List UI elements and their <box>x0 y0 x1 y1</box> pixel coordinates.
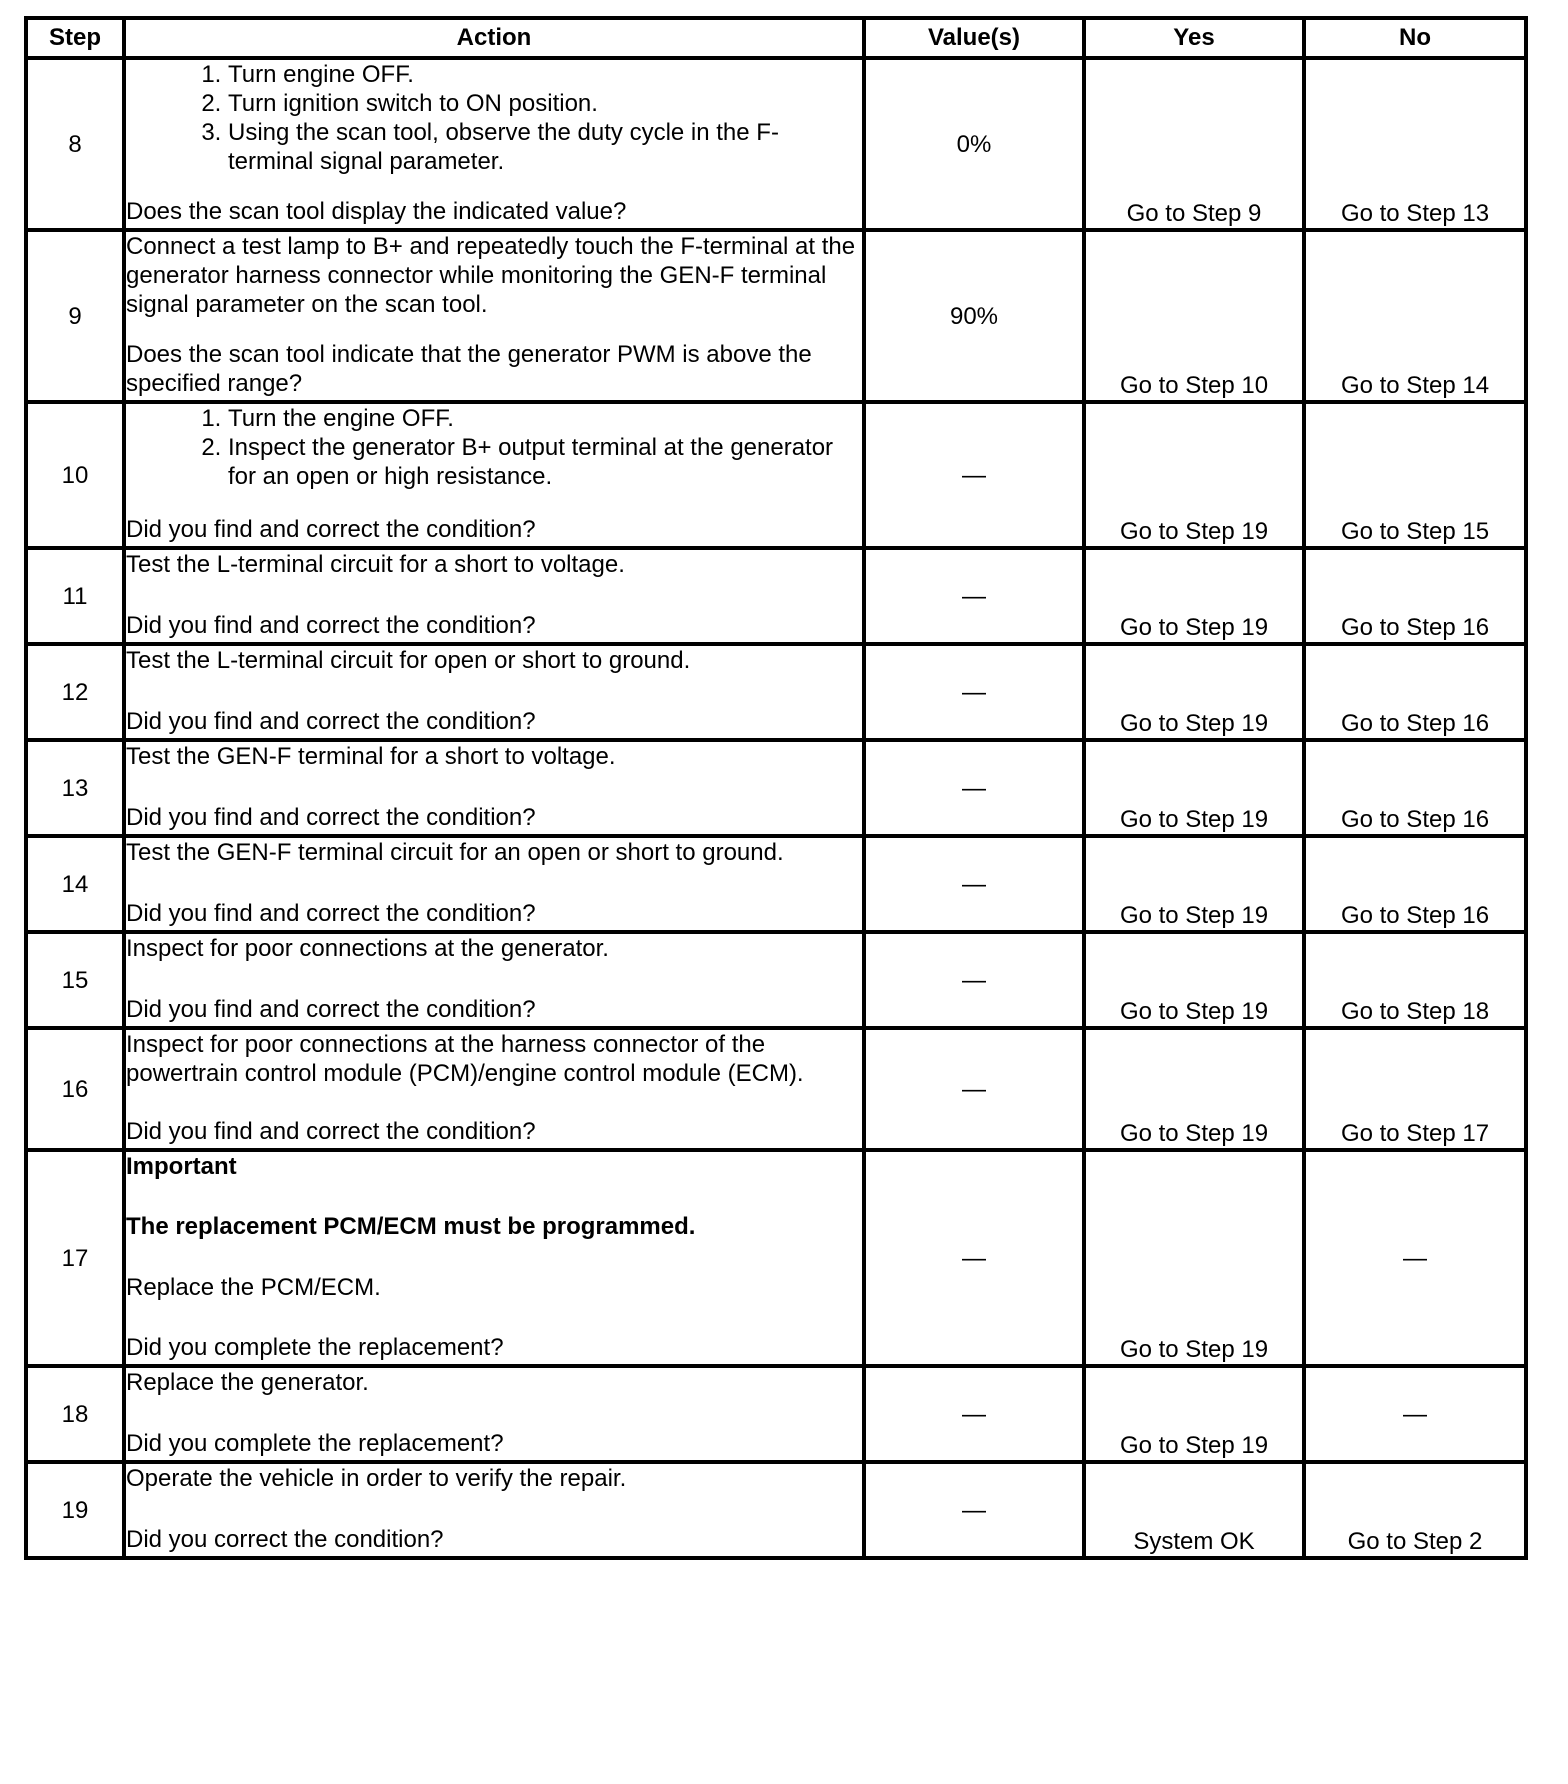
table-row <box>26 548 1526 644</box>
action-question: Did you find and correct the condition? <box>126 612 536 639</box>
table-row <box>26 836 1526 932</box>
yes-cell: System OK <box>1084 1462 1304 1558</box>
value-cell: — <box>864 1366 1084 1462</box>
action-text: Operate the vehicle in order to verify the repair. <box>126 1465 627 1492</box>
step-number: 15 <box>26 932 124 1028</box>
yes-cell: Go to Step 19 <box>1084 1028 1304 1150</box>
step-number: 19 <box>26 1462 124 1558</box>
yes-cell: Go to Step 9 <box>1084 58 1304 230</box>
yes-cell: Go to Step 10 <box>1084 230 1304 402</box>
action-question: Did you find and correct the condition? <box>126 996 536 1023</box>
table-row <box>26 1028 1526 1150</box>
action-step-item: 2. Inspect the generator B+ output terminal at the generator for an open or high resistance. <box>228 433 862 491</box>
table-row <box>26 1366 1526 1462</box>
action-question: Did you find and correct the condition? <box>126 1118 536 1145</box>
step-number: 13 <box>26 740 124 836</box>
action-step-item: 3. Using the scan tool, observe the duty cycle in the F-terminal signal parameter. <box>228 118 862 176</box>
action-question: Does the scan tool display the indicated value? <box>126 198 627 225</box>
action-steps <box>126 60 862 176</box>
action-cell <box>124 1028 864 1150</box>
action-step-item: 1. Turn the engine OFF. <box>228 404 862 433</box>
yes-cell: Go to Step 19 <box>1084 1366 1304 1462</box>
action-question: Did you complete the replacement? <box>126 1430 504 1457</box>
action-text: Test the GEN-F terminal for a short to voltage. <box>126 743 616 770</box>
no-cell: Go to Step 13 <box>1304 58 1526 230</box>
step-number: 10 <box>26 402 124 548</box>
yes-cell: Go to Step 19 <box>1084 548 1304 644</box>
action-question: Did you find and correct the condition? <box>126 708 536 735</box>
action-step-item: 2. Turn ignition switch to ON position. <box>228 89 862 118</box>
yes-cell: Go to Step 19 <box>1084 402 1304 548</box>
action-text: Test the L-terminal circuit for a short to voltage. <box>126 551 625 578</box>
no-cell: Go to Step 16 <box>1304 548 1526 644</box>
value-cell: 90% <box>864 230 1084 402</box>
value-cell: — <box>864 644 1084 740</box>
action-step-item: 1. Turn engine OFF. <box>228 60 862 89</box>
action-text: Replace the generator. <box>126 1369 369 1396</box>
no-cell: Go to Step 16 <box>1304 644 1526 740</box>
value-cell: — <box>864 740 1084 836</box>
step-number: 16 <box>26 1028 124 1150</box>
action-text: Replace the PCM/ECM. <box>126 1273 381 1301</box>
action-text: Test the L-terminal circuit for open or short to ground. <box>126 647 691 674</box>
action-cell <box>124 1366 864 1462</box>
yes-cell: Go to Step 19 <box>1084 1150 1304 1366</box>
header-values: Value(s) <box>864 18 1084 58</box>
no-cell: — <box>1304 1366 1526 1462</box>
table-row <box>26 230 1526 402</box>
action-text: Connect a test lamp to B+ and repeatedly touch the F-terminal at the generator harness connector while monitoring the GEN-F terminal signal parameter on the scan tool. <box>126 233 856 318</box>
table-row <box>26 1150 1526 1366</box>
yes-cell: Go to Step 19 <box>1084 740 1304 836</box>
action-cell <box>124 402 864 548</box>
important-label: Important <box>126 1153 237 1180</box>
action-cell <box>124 1150 864 1366</box>
action-steps <box>126 404 862 491</box>
step-number: 12 <box>26 644 124 740</box>
no-cell: Go to Step 2 <box>1304 1462 1526 1558</box>
step-number: 17 <box>26 1150 124 1366</box>
table-row <box>26 644 1526 740</box>
no-cell: Go to Step 14 <box>1304 230 1526 402</box>
step-number: 14 <box>26 836 124 932</box>
step-number: 18 <box>26 1366 124 1462</box>
yes-cell: Go to Step 19 <box>1084 644 1304 740</box>
value-cell: — <box>864 1150 1084 1366</box>
step-number: 9 <box>26 230 124 402</box>
action-cell <box>124 932 864 1028</box>
action-cell <box>124 548 864 644</box>
no-cell: — <box>1304 1150 1526 1366</box>
table-row <box>26 932 1526 1028</box>
step-number: 11 <box>26 548 124 644</box>
no-cell: Go to Step 16 <box>1304 836 1526 932</box>
action-cell <box>124 1462 864 1558</box>
action-text: Inspect for poor connections at the harness connector of the powertrain control module (PCM)/engine control module (ECM). <box>126 1031 804 1087</box>
value-cell: — <box>864 402 1084 548</box>
action-question: Did you find and correct the condition? <box>126 804 536 831</box>
value-cell: — <box>864 1462 1084 1558</box>
header-no: No <box>1304 18 1526 58</box>
table-row <box>26 1462 1526 1558</box>
value-cell: 0% <box>864 58 1084 230</box>
value-cell: — <box>864 1028 1084 1150</box>
action-cell <box>124 836 864 932</box>
value-cell: — <box>864 548 1084 644</box>
header-action: Action <box>124 18 864 58</box>
important-notice: The replacement PCM/ECM must be programmed. <box>126 1213 696 1241</box>
diagnostic-table <box>24 16 1528 1560</box>
header-step: Step <box>26 18 124 58</box>
action-text: Inspect for poor connections at the generator. <box>126 935 609 962</box>
no-cell: Go to Step 18 <box>1304 932 1526 1028</box>
value-cell: — <box>864 836 1084 932</box>
yes-cell: Go to Step 19 <box>1084 836 1304 932</box>
value-cell: — <box>864 932 1084 1028</box>
step-number: 8 <box>26 58 124 230</box>
table-row <box>26 740 1526 836</box>
yes-cell: Go to Step 19 <box>1084 932 1304 1028</box>
table-row <box>26 58 1526 230</box>
header-row <box>26 18 1526 58</box>
no-cell: Go to Step 17 <box>1304 1028 1526 1150</box>
action-question: Did you complete the replacement? <box>126 1333 504 1361</box>
action-question: Did you find and correct the condition? <box>126 516 536 543</box>
no-cell: Go to Step 16 <box>1304 740 1526 836</box>
action-question: Did you correct the condition? <box>126 1526 444 1553</box>
action-cell <box>124 644 864 740</box>
action-question: Did you find and correct the condition? <box>126 900 536 927</box>
action-cell <box>124 58 864 230</box>
header-yes: Yes <box>1084 18 1304 58</box>
table-row <box>26 402 1526 548</box>
action-cell <box>124 230 864 402</box>
no-cell: Go to Step 15 <box>1304 402 1526 548</box>
action-text: Test the GEN-F terminal circuit for an open or short to ground. <box>126 839 784 866</box>
action-cell <box>124 740 864 836</box>
action-question: Does the scan tool indicate that the generator PWM is above the specified range? <box>126 341 812 397</box>
